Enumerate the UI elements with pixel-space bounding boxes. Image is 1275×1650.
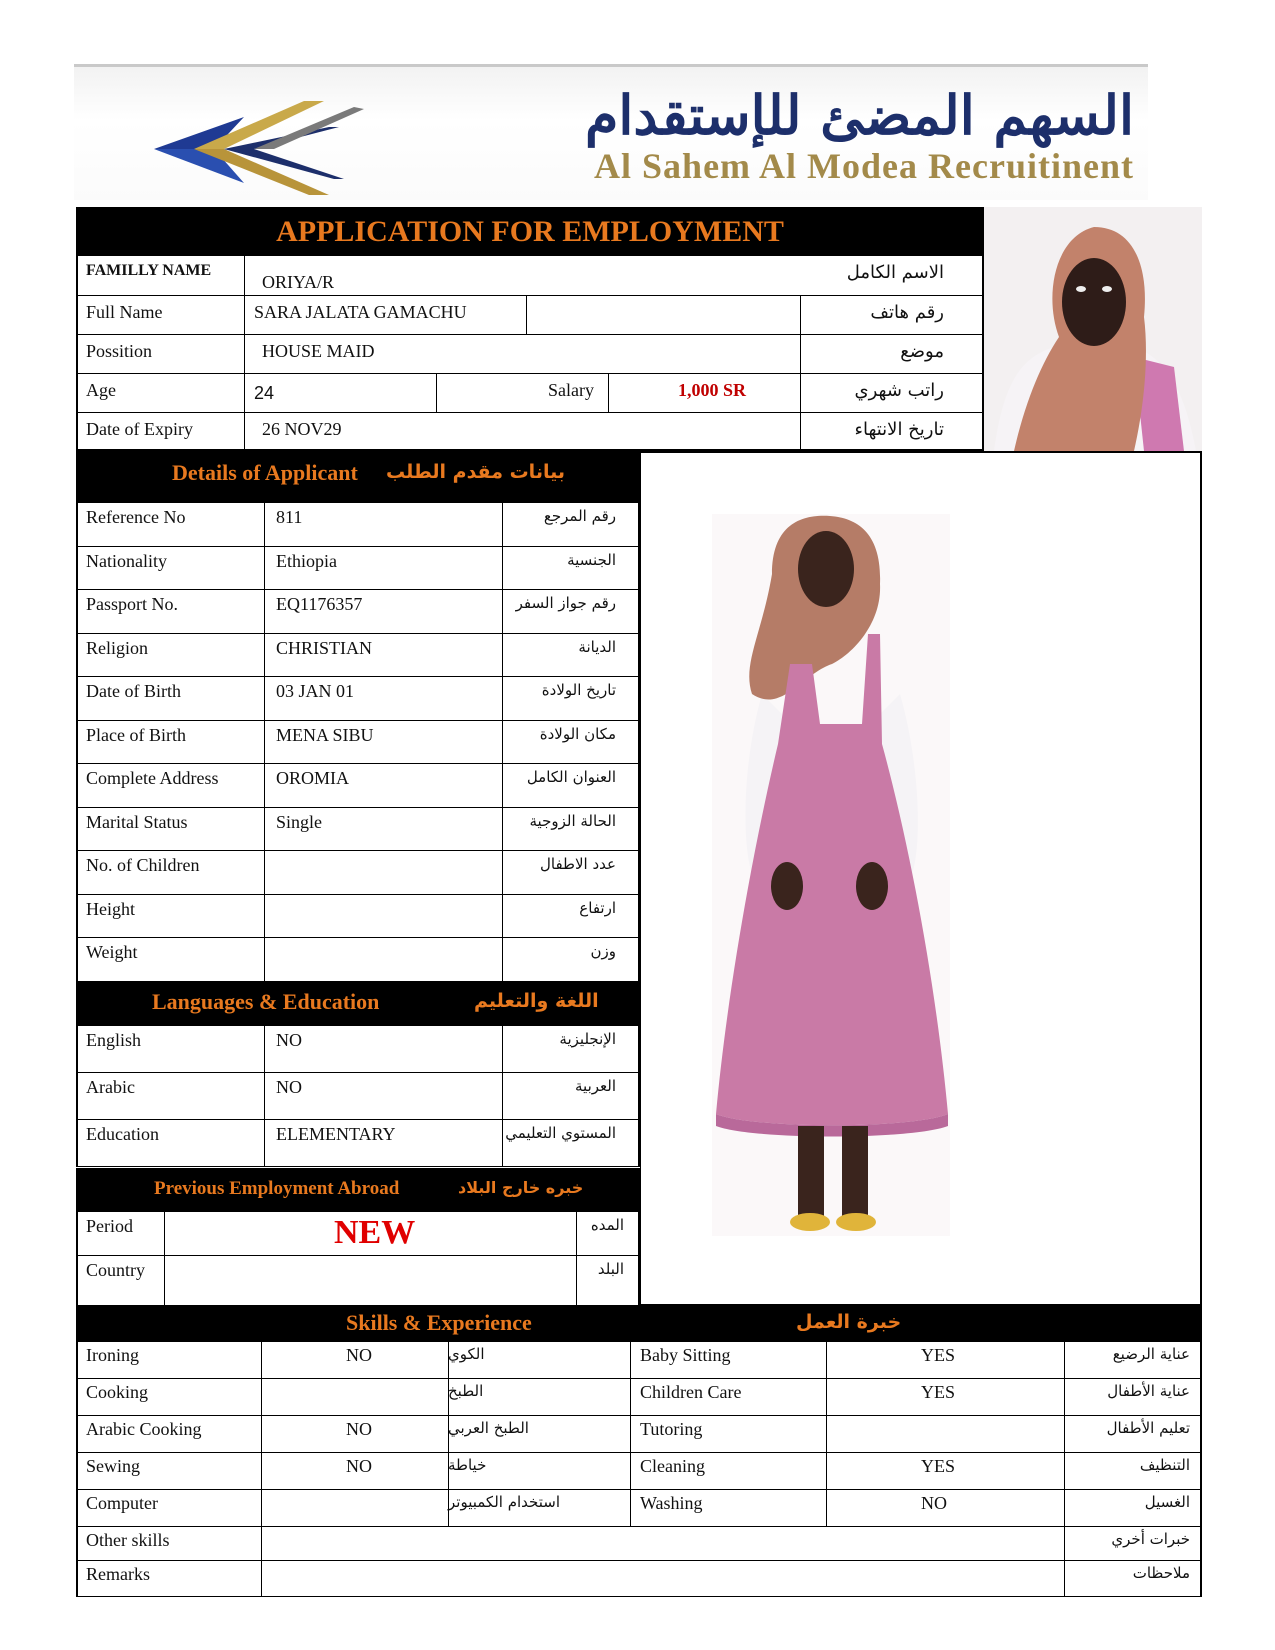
skill-left-arabic: الطبخ xyxy=(448,1382,484,1400)
other-skills-row xyxy=(76,1527,1202,1561)
skill-right-arabic: الغسيل xyxy=(1144,1493,1190,1511)
period-arabic: المده xyxy=(590,1216,624,1234)
logo-banner xyxy=(74,64,1148,200)
detail-value: 811 xyxy=(276,507,303,527)
full-name-value: SARA JALATA GAMACHU xyxy=(254,302,467,322)
language-arabic: المستوي التعليمي xyxy=(505,1124,616,1142)
salary-arabic: راتب شهري xyxy=(854,380,944,401)
remarks-label: Remarks xyxy=(86,1564,150,1584)
skills-header-bar xyxy=(76,1306,1202,1342)
detail-label: Date of Birth xyxy=(86,681,181,701)
skill-row xyxy=(76,1416,1202,1453)
phone-arabic-label: رقم هاتف xyxy=(870,302,944,323)
detail-row xyxy=(76,590,640,634)
detail-label: Place of Birth xyxy=(86,724,186,745)
language-label: Arabic xyxy=(86,1077,135,1097)
period-row xyxy=(76,1212,640,1256)
language-label: Education xyxy=(86,1124,159,1144)
skill-left-label: Arabic Cooking xyxy=(86,1419,202,1439)
expiry-value: 26 NOV29 xyxy=(262,419,342,439)
language-arabic: الإنجليزية xyxy=(559,1030,616,1048)
portrait-photo xyxy=(984,207,1202,451)
detail-label: Passport No. xyxy=(86,594,179,614)
detail-label: Marital Status xyxy=(86,811,188,832)
detail-value: Single xyxy=(276,811,323,832)
detail-value: EQ1176357 xyxy=(276,594,363,614)
skill-right-value: YES xyxy=(921,1382,956,1402)
detail-row xyxy=(76,677,640,721)
position-arabic: موضع xyxy=(900,341,944,362)
detail-row xyxy=(76,851,640,895)
remarks-arabic: ملاحظات xyxy=(1132,1564,1190,1582)
language-value: NO xyxy=(276,1077,302,1097)
detail-row xyxy=(76,634,640,678)
full-body-photo xyxy=(712,514,950,1236)
family-name-row xyxy=(78,255,982,295)
family-name-value: ORIYA/R xyxy=(262,272,335,292)
detail-arabic: عدد الاطفال xyxy=(540,855,616,873)
country-label: Country xyxy=(86,1260,146,1280)
details-header-bar xyxy=(76,451,640,503)
detail-arabic: الحالة الزوجية xyxy=(529,811,616,830)
language-row xyxy=(76,1073,640,1120)
detail-row xyxy=(76,938,640,982)
other-skills-label: Other skills xyxy=(86,1530,170,1550)
details-header-en: Details of Applicant xyxy=(172,460,358,485)
detail-arabic: تاريخ الولادة xyxy=(541,681,616,699)
skill-right-arabic: تعليم الأطفال xyxy=(1106,1419,1190,1437)
country-row xyxy=(76,1256,640,1306)
language-label: English xyxy=(86,1030,142,1050)
detail-label: Height xyxy=(86,898,135,919)
detail-arabic: رقم جواز السفر xyxy=(515,594,616,612)
expiry-label: Date of Expiry xyxy=(86,419,193,439)
language-row xyxy=(76,1026,640,1073)
languages-header-bar xyxy=(76,982,640,1026)
skill-left-label: Cooking xyxy=(86,1382,149,1402)
previous-employment-header-en: Previous Employment Abroad xyxy=(154,1178,400,1199)
detail-row xyxy=(76,547,640,591)
skill-right-arabic: عناية الأطفال xyxy=(1107,1382,1190,1400)
period-label: Period xyxy=(86,1216,133,1236)
languages-header-en: Languages & Education xyxy=(152,989,380,1014)
detail-row xyxy=(76,503,640,547)
skill-right-label: Baby Sitting xyxy=(640,1345,731,1365)
skill-left-value: NO xyxy=(346,1419,372,1439)
family-name-label: FAMILLY NAME xyxy=(86,262,212,279)
age-value: 24 xyxy=(254,383,275,403)
previous-employment-header-ar: خبره خارج البلاد xyxy=(458,1178,584,1197)
detail-arabic: وزن xyxy=(590,942,616,960)
skill-right-label: Children Care xyxy=(640,1382,742,1402)
language-value: ELEMENTARY xyxy=(276,1124,396,1144)
skill-row xyxy=(76,1490,1202,1527)
previous-employment-header-bar xyxy=(76,1168,640,1212)
country-arabic: البلد xyxy=(597,1260,624,1278)
skill-right-arabic: عناية الرضيع xyxy=(1112,1345,1190,1363)
skill-left-arabic: الطبخ العربي xyxy=(448,1419,529,1437)
skill-row xyxy=(76,1342,1202,1379)
detail-label: Complete Address xyxy=(86,768,219,788)
detail-value: MENA SIBU xyxy=(276,724,374,745)
remarks-row xyxy=(76,1561,1202,1597)
skill-left-value: NO xyxy=(346,1456,372,1476)
detail-label: No. of Children xyxy=(86,855,200,875)
language-row xyxy=(76,1120,640,1167)
expiry-arabic: تاريخ الانتهاء xyxy=(854,419,944,440)
detail-row xyxy=(76,895,640,939)
detail-arabic: مكان الولادة xyxy=(539,724,616,743)
skill-left-arabic: خياطة xyxy=(448,1456,487,1474)
other-skills-arabic: خبرات أخري xyxy=(1111,1530,1190,1548)
skill-left-label: Computer xyxy=(86,1493,158,1513)
skill-row xyxy=(76,1453,1202,1490)
skill-left-label: Sewing xyxy=(86,1456,140,1476)
period-value: NEW xyxy=(334,1214,416,1251)
detail-label: Reference No xyxy=(86,507,186,527)
company-name-arabic: السهم المضئ للإستقدام xyxy=(585,83,1134,147)
detail-label: Religion xyxy=(86,637,148,658)
position-label: Possition xyxy=(86,341,153,361)
form-title: APPLICATION FOR EMPLOYMENT xyxy=(276,215,784,248)
family-name-arabic: الاسم الكامل xyxy=(846,262,944,283)
skill-right-value: YES xyxy=(921,1345,956,1365)
skills-header-ar: خبرة العمل xyxy=(796,1311,902,1333)
age-label: Age xyxy=(86,380,116,400)
skill-left-arabic: الكوي xyxy=(448,1345,485,1363)
arrow-logo-icon xyxy=(154,87,374,197)
position-row xyxy=(78,334,982,373)
form-title-bar xyxy=(78,209,982,255)
detail-arabic: الديانة xyxy=(578,637,616,656)
details-header-ar: بيانات مقدم الطلب xyxy=(386,461,565,483)
skill-left-arabic: استخدام الكمبيوتر xyxy=(448,1493,560,1511)
skill-right-label: Tutoring xyxy=(640,1419,703,1439)
detail-arabic: رقم المرجع xyxy=(543,507,616,525)
detail-arabic: العنوان الكامل xyxy=(526,768,616,786)
detail-row xyxy=(76,808,640,852)
language-value: NO xyxy=(276,1030,302,1050)
portrait-image xyxy=(984,207,1202,451)
company-name-english: Al Sahem Al Modea Recruitinent xyxy=(594,146,1134,186)
skill-right-label: Washing xyxy=(640,1493,703,1513)
detail-arabic: الجنسية xyxy=(567,550,616,569)
detail-row xyxy=(76,764,640,808)
full-body-image xyxy=(712,514,950,1236)
position-value: HOUSE MAID xyxy=(262,341,375,361)
expiry-row xyxy=(78,412,982,451)
detail-value: OROMIA xyxy=(276,768,350,788)
detail-value: 03 JAN 01 xyxy=(276,681,355,701)
skill-left-value: NO xyxy=(346,1345,372,1365)
skill-left-label: Ironing xyxy=(86,1345,139,1365)
full-name-label: Full Name xyxy=(86,302,163,322)
languages-header-ar: اللغة والتعليم xyxy=(474,990,599,1012)
detail-label: Nationality xyxy=(86,550,167,571)
age-salary-row xyxy=(78,373,982,412)
detail-arabic: ارتفاع xyxy=(579,898,616,917)
detail-label: Weight xyxy=(86,942,138,962)
skill-right-value: YES xyxy=(921,1456,956,1476)
detail-row xyxy=(76,721,640,765)
skill-right-value: NO xyxy=(921,1493,947,1513)
salary-label: Salary xyxy=(548,380,594,400)
skill-right-arabic: التنظيف xyxy=(1139,1456,1190,1474)
salary-value: 1,000 SR xyxy=(678,380,747,400)
application-header-table xyxy=(76,207,984,451)
full-name-row xyxy=(78,295,982,334)
skills-header-en: Skills & Experience xyxy=(346,1310,532,1335)
language-arabic: العربية xyxy=(575,1077,616,1095)
skill-right-label: Cleaning xyxy=(640,1456,705,1476)
detail-value: Ethiopia xyxy=(276,550,337,571)
skill-row xyxy=(76,1379,1202,1416)
detail-value: CHRISTIAN xyxy=(276,637,373,658)
